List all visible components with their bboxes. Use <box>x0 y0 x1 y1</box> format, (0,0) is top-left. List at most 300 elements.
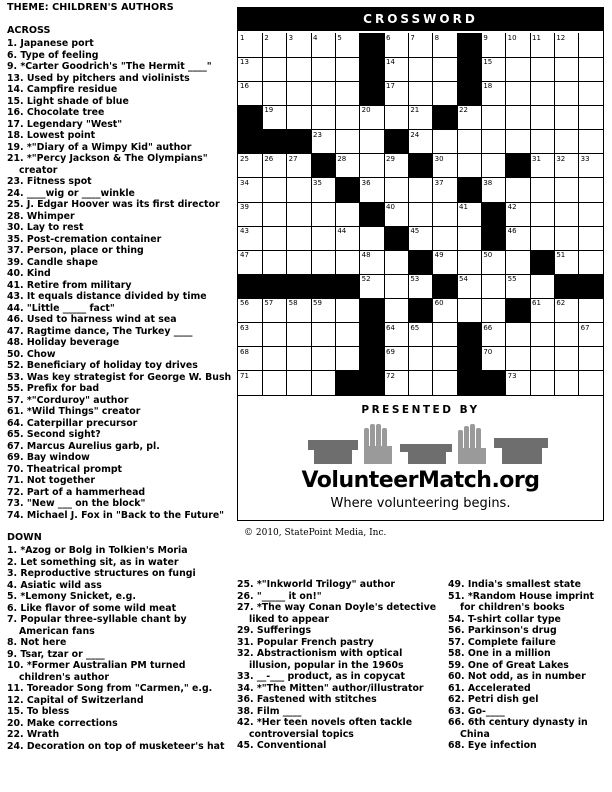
grid-square[interactable] <box>311 202 336 227</box>
grid-square[interactable] <box>408 105 433 130</box>
grid-black-square <box>579 274 603 299</box>
grid-square[interactable] <box>457 298 482 323</box>
grid-number: 5 <box>337 34 342 42</box>
clue-text-continued: for children's books <box>460 602 565 613</box>
grid-square[interactable] <box>579 347 603 372</box>
grid-square[interactable] <box>408 130 433 155</box>
grid-square[interactable] <box>238 250 263 275</box>
grid-black-square <box>360 347 385 372</box>
grid-square[interactable] <box>384 202 409 227</box>
grid-square[interactable] <box>335 347 360 372</box>
grid-square[interactable] <box>311 57 336 82</box>
grid-square[interactable] <box>481 105 506 130</box>
grid-number: 49 <box>434 251 444 260</box>
across-clue <box>7 487 235 499</box>
grid-square[interactable] <box>506 274 531 299</box>
grid-number: 73 <box>507 371 517 380</box>
across-clue <box>7 326 235 338</box>
down-clue <box>448 591 610 614</box>
grid-square[interactable] <box>287 250 312 275</box>
grid-square[interactable] <box>311 105 336 130</box>
grid-square[interactable] <box>384 250 409 275</box>
grid-black-square <box>238 105 263 130</box>
grid-square[interactable] <box>384 371 409 395</box>
clue-text: 25. J. Edgar Hoover was its first director <box>7 199 220 210</box>
clue-text: 50. Chow <box>7 348 56 360</box>
grid-square[interactable] <box>262 154 287 179</box>
grid-square[interactable] <box>384 154 409 179</box>
across-clue <box>7 38 235 50</box>
grid-number: 15 <box>483 58 493 67</box>
grid-square[interactable] <box>481 178 506 203</box>
grid-black-square <box>311 154 336 179</box>
grid-square[interactable] <box>554 105 579 130</box>
grid-square[interactable] <box>481 323 506 348</box>
down-clue <box>237 683 447 695</box>
grid-square[interactable] <box>554 250 579 275</box>
grid-square[interactable] <box>262 81 287 106</box>
grid-square[interactable] <box>287 81 312 106</box>
grid-square[interactable] <box>554 33 579 58</box>
grid-square[interactable] <box>506 323 531 348</box>
clue-text: 15. Light shade of blue <box>7 95 129 107</box>
grid-number: 60 <box>434 299 444 308</box>
grid-square[interactable] <box>579 130 603 155</box>
grid-square[interactable] <box>457 154 482 179</box>
grid-square[interactable] <box>408 81 433 106</box>
grid-square[interactable] <box>481 130 506 155</box>
grid-square[interactable] <box>335 323 360 348</box>
grid-square[interactable] <box>433 130 458 155</box>
grid-square[interactable] <box>335 130 360 155</box>
grid-square[interactable] <box>238 347 263 372</box>
down-clue <box>448 614 610 626</box>
grid-square[interactable] <box>262 105 287 130</box>
clue-text: 13. Used by pitchers and violinists <box>7 72 190 84</box>
hand-icon <box>308 440 358 464</box>
down-clue-column-2 <box>237 579 447 752</box>
across-clue <box>7 406 235 418</box>
grid-square[interactable] <box>384 298 409 323</box>
grid-square[interactable] <box>506 202 531 227</box>
grid-square[interactable] <box>311 250 336 275</box>
grid-number: 40 <box>386 202 395 211</box>
grid-square[interactable] <box>238 33 263 58</box>
grid-square[interactable] <box>530 371 555 395</box>
grid-square[interactable] <box>384 105 409 130</box>
grid-square[interactable] <box>530 347 555 372</box>
grid-square[interactable] <box>262 298 287 323</box>
grid-black-square <box>506 298 531 323</box>
grid-square[interactable] <box>311 130 336 155</box>
clue-text: 15. To bless <box>7 706 70 717</box>
clue-text: 26. "_____ it on!" <box>237 590 322 602</box>
grid-square[interactable] <box>506 81 531 106</box>
grid-square[interactable] <box>506 130 531 155</box>
grid-square[interactable] <box>530 130 555 155</box>
grid-square[interactable] <box>530 298 555 323</box>
clue-text: 23. Fitness spot <box>7 176 92 187</box>
clue-text: 22. Wrath <box>7 729 60 740</box>
clue-text: 56. Parkinson's drug <box>448 625 557 636</box>
grid-number: 63 <box>240 323 249 332</box>
grid-black-square <box>408 298 433 323</box>
grid-square[interactable] <box>530 274 555 299</box>
grid-square[interactable] <box>579 226 603 251</box>
grid-square[interactable] <box>433 298 458 323</box>
theme-heading: THEME: CHILDREN'S AUTHORS <box>7 2 174 13</box>
grid-square[interactable] <box>238 323 263 348</box>
grid-square[interactable] <box>360 226 385 251</box>
grid-square[interactable] <box>579 323 603 348</box>
grid-square[interactable] <box>506 226 531 251</box>
clue-text: 52. Beneficiary of holiday toy drives <box>7 360 198 371</box>
grid-square[interactable] <box>287 226 312 251</box>
grid-square[interactable] <box>335 226 360 251</box>
grid-square[interactable] <box>530 178 555 203</box>
grid-square[interactable] <box>554 178 579 203</box>
crossword-box <box>237 7 604 396</box>
grid-square[interactable] <box>457 226 482 251</box>
grid-square[interactable] <box>311 81 336 106</box>
grid-square[interactable] <box>530 202 555 227</box>
grid-number: 59 <box>313 299 322 308</box>
grid-square[interactable] <box>311 33 336 58</box>
grid-square[interactable] <box>238 298 263 323</box>
grid-square[interactable] <box>579 178 603 203</box>
grid-number: 22 <box>459 106 468 115</box>
grid-square[interactable] <box>408 226 433 251</box>
grid-number: 37 <box>434 178 444 187</box>
grid-square[interactable] <box>408 274 433 299</box>
grid-square[interactable] <box>457 105 482 130</box>
grid-square[interactable] <box>384 347 409 372</box>
grid-square[interactable] <box>554 226 579 251</box>
grid-number: 27 <box>288 154 298 163</box>
grid-square[interactable] <box>311 226 336 251</box>
grid-square[interactable] <box>433 226 458 251</box>
down-clue <box>7 718 235 730</box>
grid-square[interactable] <box>433 81 458 106</box>
grid-number: 68 <box>240 347 249 356</box>
grid-square[interactable] <box>554 298 579 323</box>
grid-square[interactable] <box>457 202 482 227</box>
grid-square[interactable] <box>481 347 506 372</box>
clue-text: 29. Sufferings <box>237 625 312 636</box>
grid-square[interactable] <box>433 250 458 275</box>
grid-square[interactable] <box>554 154 579 179</box>
grid-square[interactable] <box>579 57 603 82</box>
grid-square[interactable] <box>554 323 579 348</box>
grid-square[interactable] <box>335 81 360 106</box>
grid-black-square <box>481 202 506 227</box>
clue-text-continued: creator <box>19 164 58 176</box>
grid-square[interactable] <box>433 323 458 348</box>
clue-text-continued: children's author <box>19 671 109 683</box>
grid-black-square <box>287 274 312 299</box>
grid-square[interactable] <box>335 105 360 130</box>
grid-number: 67 <box>580 323 590 332</box>
across-clue <box>7 268 235 280</box>
grid-square[interactable] <box>408 323 433 348</box>
across-clue <box>7 222 235 234</box>
grid-black-square <box>530 250 555 275</box>
grid-square[interactable] <box>287 347 312 372</box>
grid-number: 30 <box>434 154 444 163</box>
grid-black-square <box>506 154 531 179</box>
down-clue <box>448 579 610 591</box>
grid-square[interactable] <box>506 347 531 372</box>
grid-black-square <box>433 274 458 299</box>
grid-square[interactable] <box>433 57 458 82</box>
grid-square[interactable] <box>506 178 531 203</box>
grid-number: 32 <box>556 154 566 163</box>
across-clue <box>7 84 235 96</box>
down-clue <box>448 706 610 718</box>
grid-number: 45 <box>410 227 420 236</box>
clue-text: 20. Make corrections <box>7 717 118 729</box>
down-clue <box>237 625 447 637</box>
grid-square[interactable] <box>287 154 312 179</box>
grid-square[interactable] <box>287 298 312 323</box>
grid-square[interactable] <box>238 226 263 251</box>
grid-number: 33 <box>580 154 590 163</box>
grid-square[interactable] <box>554 130 579 155</box>
across-clue <box>7 257 235 269</box>
down-clue <box>237 706 447 718</box>
grid-square[interactable] <box>481 298 506 323</box>
grid-square[interactable] <box>408 178 433 203</box>
wordmark-main: VolunteerMatch <box>301 468 492 493</box>
grid-square[interactable] <box>238 81 263 106</box>
grid-square[interactable] <box>335 250 360 275</box>
grid-square[interactable] <box>433 347 458 372</box>
grid-square[interactable] <box>554 347 579 372</box>
grid-square[interactable] <box>579 81 603 106</box>
grid-square[interactable] <box>335 202 360 227</box>
grid-square[interactable] <box>408 202 433 227</box>
across-clue <box>7 199 235 211</box>
grid-number: 41 <box>459 202 468 211</box>
down-clue <box>237 648 447 671</box>
grid-square[interactable] <box>530 226 555 251</box>
across-clue <box>7 73 235 85</box>
grid-square[interactable] <box>530 105 555 130</box>
grid-number: 55 <box>507 275 517 284</box>
grid-square[interactable] <box>579 298 603 323</box>
grid-square[interactable] <box>384 81 409 106</box>
volunteermatch-hands-logo <box>308 424 548 468</box>
grid-square[interactable] <box>579 154 603 179</box>
grid-black-square <box>262 274 287 299</box>
grid-square[interactable] <box>554 371 579 395</box>
grid-square[interactable] <box>506 371 531 395</box>
grid-square[interactable] <box>408 33 433 58</box>
grid-square[interactable] <box>287 178 312 203</box>
grid-square[interactable] <box>433 178 458 203</box>
grid-square[interactable] <box>262 347 287 372</box>
across-clue <box>7 176 235 188</box>
grid-square[interactable] <box>384 57 409 82</box>
grid-square[interactable] <box>335 57 360 82</box>
grid-square[interactable] <box>384 178 409 203</box>
grid-square[interactable] <box>311 178 336 203</box>
clue-text: 65. Second sight? <box>7 429 101 440</box>
clue-text: 40. Kind <box>7 268 51 279</box>
grid-square[interactable] <box>262 57 287 82</box>
grid-square[interactable] <box>262 226 287 251</box>
grid-square[interactable] <box>287 371 312 395</box>
grid-square[interactable] <box>262 250 287 275</box>
grid-number: 54 <box>459 275 468 284</box>
grid-black-square <box>360 202 385 227</box>
grid-square[interactable] <box>262 323 287 348</box>
across-clue <box>7 130 235 142</box>
grid-number: 50 <box>483 251 493 260</box>
grid-square[interactable] <box>506 105 531 130</box>
down-clue <box>448 683 610 695</box>
clue-text: 42. *Her teen novels often tackle <box>237 717 413 728</box>
grid-square[interactable] <box>360 178 385 203</box>
grid-square[interactable] <box>579 202 603 227</box>
grid-square[interactable] <box>238 57 263 82</box>
grid-square[interactable] <box>530 81 555 106</box>
down-clue <box>7 637 235 649</box>
grid-square[interactable] <box>311 347 336 372</box>
clue-text: 69. Bay window <box>7 452 90 463</box>
grid-square[interactable] <box>481 154 506 179</box>
grid-square[interactable] <box>579 371 603 395</box>
grid-square[interactable] <box>238 202 263 227</box>
grid-square[interactable] <box>481 33 506 58</box>
grid-square[interactable] <box>262 202 287 227</box>
grid-square[interactable] <box>481 274 506 299</box>
grid-black-square <box>360 298 385 323</box>
grid-square[interactable] <box>238 154 263 179</box>
grid-square[interactable] <box>262 178 287 203</box>
clue-text: 24. ____wig or ____winkle <box>7 187 135 199</box>
grid-square[interactable] <box>262 371 287 395</box>
grid-square[interactable] <box>287 323 312 348</box>
across-clue <box>7 337 235 349</box>
clue-text: 37. Person, place or thing <box>7 245 144 256</box>
grid-square[interactable] <box>335 154 360 179</box>
grid-square[interactable] <box>287 57 312 82</box>
grid-square[interactable] <box>433 33 458 58</box>
grid-square[interactable] <box>457 130 482 155</box>
grid-square[interactable] <box>433 154 458 179</box>
across-clue <box>7 50 235 62</box>
grid-black-square <box>457 347 482 372</box>
grid-square[interactable] <box>554 81 579 106</box>
grid-square[interactable] <box>384 274 409 299</box>
grid-square[interactable] <box>457 274 482 299</box>
grid-square[interactable] <box>360 130 385 155</box>
grid-square[interactable] <box>360 274 385 299</box>
clue-text: 64. Caterpillar precursor <box>7 417 138 429</box>
sponsor-panel <box>237 396 604 521</box>
grid-square[interactable] <box>360 105 385 130</box>
grid-black-square <box>457 33 482 58</box>
grid-square[interactable] <box>384 33 409 58</box>
grid-square[interactable] <box>408 347 433 372</box>
grid-square[interactable] <box>360 154 385 179</box>
grid-square[interactable] <box>335 33 360 58</box>
grid-square[interactable] <box>311 371 336 395</box>
sponsor-tagline: Where volunteering begins. <box>330 496 511 511</box>
grid-square[interactable] <box>530 323 555 348</box>
grid-square[interactable] <box>433 371 458 395</box>
clue-text: 39. Candle shape <box>7 256 98 268</box>
grid-square[interactable] <box>287 202 312 227</box>
grid-square[interactable] <box>530 154 555 179</box>
grid-number: 34 <box>240 178 249 187</box>
grid-square[interactable] <box>481 250 506 275</box>
grid-number: 39 <box>240 202 249 211</box>
grid-square[interactable] <box>433 202 458 227</box>
grid-square[interactable] <box>262 33 287 58</box>
grid-black-square <box>408 250 433 275</box>
down-clue <box>7 557 235 569</box>
grid-square[interactable] <box>506 250 531 275</box>
grid-square[interactable] <box>287 105 312 130</box>
grid-square[interactable] <box>554 202 579 227</box>
grid-square[interactable] <box>506 33 531 58</box>
grid-square[interactable] <box>579 105 603 130</box>
grid-square[interactable] <box>311 298 336 323</box>
clue-text: 3. Reproductive structures on fungi <box>7 568 196 579</box>
grid-square[interactable] <box>530 33 555 58</box>
grid-square[interactable] <box>287 33 312 58</box>
grid-number: 38 <box>483 178 493 187</box>
grid-square[interactable] <box>360 250 385 275</box>
grid-square[interactable] <box>506 57 531 82</box>
grid-square[interactable] <box>530 57 555 82</box>
grid-square[interactable] <box>481 81 506 106</box>
across-clue <box>7 372 235 384</box>
grid-black-square <box>433 105 458 130</box>
grid-square[interactable] <box>579 250 603 275</box>
grid-number: 57 <box>264 299 274 308</box>
across-clue <box>7 96 235 108</box>
grid-square[interactable] <box>408 57 433 82</box>
clue-text: 55. Prefix for bad <box>7 383 100 394</box>
grid-square[interactable] <box>554 57 579 82</box>
grid-number: 3 <box>288 34 294 42</box>
grid-number: 51 <box>556 251 566 260</box>
clue-text: 70. Theatrical prompt <box>7 463 123 475</box>
clue-text: 32. Abstractionism with optical <box>237 648 403 659</box>
grid-number: 1 <box>240 34 245 42</box>
down-clue <box>7 683 235 695</box>
grid-square[interactable] <box>238 371 263 395</box>
grid-square[interactable] <box>335 298 360 323</box>
grid-square[interactable] <box>384 323 409 348</box>
grid-square[interactable] <box>408 371 433 395</box>
grid-square[interactable] <box>457 250 482 275</box>
grid-square[interactable] <box>311 323 336 348</box>
down-clue <box>7 729 235 741</box>
across-clue <box>7 280 235 292</box>
grid-number: 28 <box>337 154 347 163</box>
clue-text: 53. Was key strategist for George W. Bush <box>7 371 232 383</box>
grid-square[interactable] <box>238 178 263 203</box>
grid-square[interactable] <box>579 33 603 58</box>
clue-text: 74. Michael J. Fox in "Back to the Future" <box>7 509 225 521</box>
across-clue <box>7 464 235 476</box>
grid-square[interactable] <box>481 57 506 82</box>
hand-icon <box>458 424 486 464</box>
